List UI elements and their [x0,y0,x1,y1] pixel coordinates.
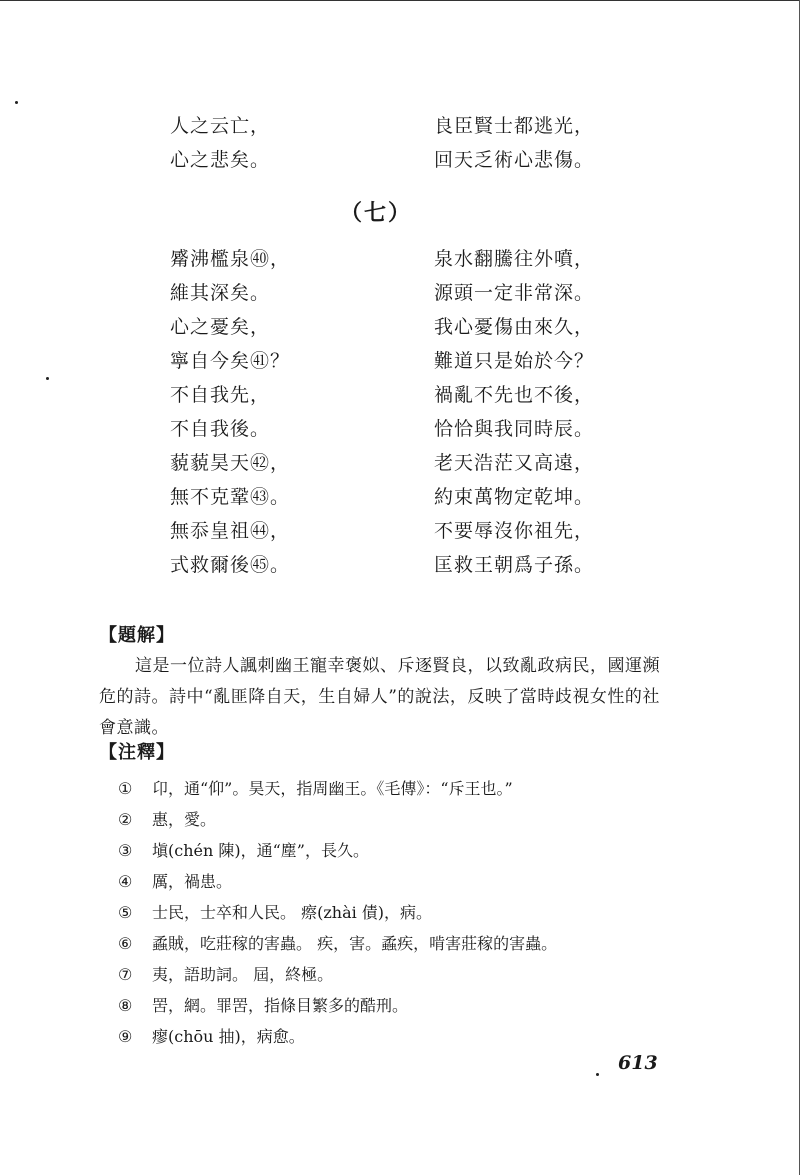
note-number: ⑧ [118,996,133,1015]
note-text: 惠，愛。 [152,810,217,829]
notes-list [118,773,678,1052]
poem-line [170,242,610,276]
poem-line [170,412,610,446]
poem-original-line: 不自我後。 [170,418,271,440]
poem-stanza-previous [170,109,610,177]
note-text: 瘳(chōu 抽)，病愈。 [152,1027,305,1046]
note-text: 罟，網。罪罟，指條目繁多的酷刑。 [152,996,409,1015]
poem-original-line: 心之悲矣。 [170,149,271,171]
note-text: 士民，士卒和人民。 瘵(zhài 債)，病。 [152,903,433,922]
poem-line [170,143,610,177]
poem-original-line: 維其深矣。 [170,282,271,304]
poem-translation-line: 老天浩茫又高遠， [434,452,595,474]
note-number: ② [118,810,133,829]
poem-original-line: 無忝皇祖㊹， [170,520,291,542]
note-text: 厲，禍患。 [152,872,233,891]
note-item [118,773,678,804]
poem-translation-line: 源頭一定非常深。 [434,282,595,304]
note-text: 蟊賊，吃莊稼的害蟲。 疾，害。蟊疾，啃害莊稼的害蟲。 [152,934,558,953]
poem-translation-line: 泉水翻騰往外噴， [434,248,595,270]
poem-translation-line: 回天乏術心悲傷。 [434,149,595,171]
note-item [118,804,678,835]
poem-line [170,480,610,514]
note-item [118,897,678,928]
poem-original-line: 心之憂矣， [170,316,271,338]
poem-line [170,344,610,378]
poem-original-line: 不自我先， [170,384,271,406]
note-number: ⑤ [118,903,133,922]
page-number: 613 [618,1052,658,1074]
poem-translation-line: 匡救王朝爲子孫。 [434,554,595,576]
poem-translation-line: 禍亂不先也不後， [434,384,595,406]
note-number: ⑨ [118,1027,133,1046]
poem-translation-line: 良臣賢士都逃光， [434,115,595,137]
poem-translation-line: 不要辱沒你祖先， [434,520,595,542]
poem-translation-line: 恰恰與我同時辰。 [434,418,595,440]
note-number: ⑦ [118,965,133,984]
poem-translation-line: 約束萬物定乾坤。 [434,486,595,508]
note-item [118,1021,678,1052]
scan-speck [596,1073,599,1076]
note-item [118,959,678,990]
note-text: 卬，通“仰”。昊天，指周幽王。《毛傳》：“斥王也。” [152,779,513,798]
note-number: ① [118,779,133,798]
poem-original-line: 式救爾後㊺。 [170,554,291,576]
poem-line [170,109,610,143]
poem-original-line: 無不克鞏㊸。 [170,486,291,508]
explanation-section [99,621,669,744]
note-text: 夷，語助詞。 屆，終極。 [152,965,334,984]
poem-original-line: 觱沸檻泉㊵， [170,248,291,270]
poem-original-line: 藐藐昊天㊷， [170,452,291,474]
note-item [118,990,678,1021]
poem-original-line: 寧自今矣㊶？ [170,350,291,372]
scan-speck [46,377,49,380]
poem-translation-line: 難道只是始於今？ [434,350,595,372]
note-number: ⑥ [118,934,133,953]
note-text: 塡(chén 陳)，通“塵”，長久。 [152,841,369,860]
top-border [0,0,800,1]
poem-line [170,310,610,344]
poem-line [170,548,610,582]
scan-speck [15,101,18,104]
note-item [118,835,678,866]
explanation-text: 這是一位詩人諷刺幽王寵幸褒姒、斥逐賢良，以致亂政病民，國運瀕危的詩。詩中“亂匪降自天，生自婦人”的說法，反映了當時歧視女性的社會意識。 [99,656,660,738]
poem-line [170,378,610,412]
poem-translation-line: 我心憂傷由來久， [434,316,595,338]
poem-stanza-7 [170,242,610,582]
explanation-label: 【題解】 [99,625,175,646]
section-heading: （七） [340,200,413,226]
note-item [118,866,678,897]
note-item [118,928,678,959]
notes-label: 【注釋】 [99,742,175,763]
poem-line [170,514,610,548]
poem-original-line: 人之云亡， [170,115,271,137]
notes-label-wrap [99,738,669,764]
poem-line [170,276,610,310]
note-number: ④ [118,872,133,891]
note-number: ③ [118,841,133,860]
poem-line [170,446,610,480]
